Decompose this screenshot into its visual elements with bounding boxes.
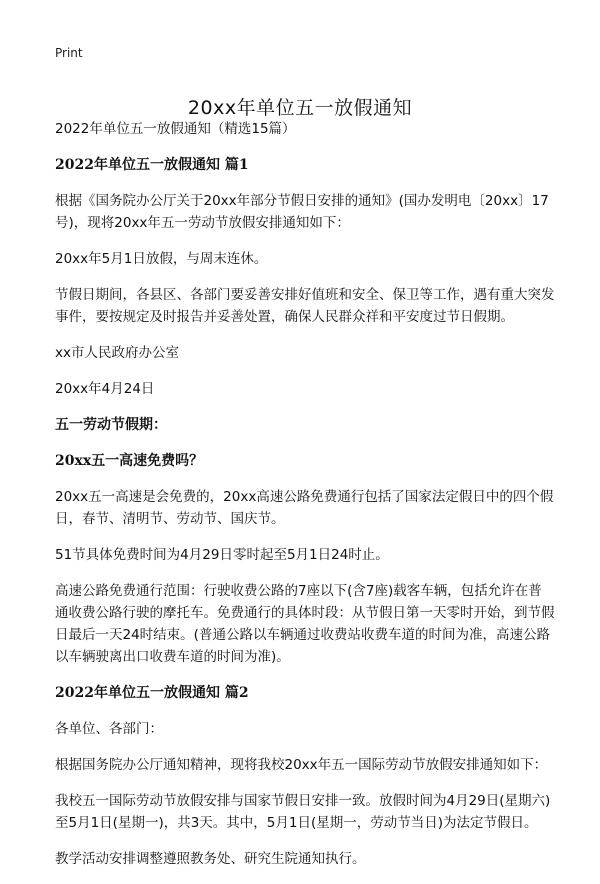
document-title: 20xx年单位五一放假通知 [187, 96, 413, 119]
subheading: 五一劳动节假期： [55, 417, 167, 433]
paragraph: 根据《国务院办公厅关于20xx年部分节假日安排的通知》(国办发明电〔20xx〕17号)，现将20xx年五一劳动节放假安排通知如下： [55, 193, 549, 231]
signature-date: 20xx年4月24日 [55, 381, 155, 397]
paragraph: 51节具体免费时间为4月29日零时起至5月1日24时止。 [55, 547, 389, 563]
paragraph: 节假日期间，各县区、各部门要妥善安排好值班和安全、保卫等工作，遇有重大突发事件，要按规定及时报告并妥善处置，确保人民群众祥和平安度过节日假期。 [55, 287, 555, 325]
paragraph: 高速公路免费通行范围：行驶收费公路的7座以下(含7座)载客车辆，包括允许在普通收费公路行驶的摩托车。免费通行的具体时段：从节假日第一天零时开始，到节假日最后一天24时结束。(普通公路以车辆通过收费站收费车道的时间为准，高速公路以车辆驶离出口收费车道的时间为准)。 [55, 583, 555, 665]
paragraph: 20xx年5月1日放假，与周末连休。 [55, 251, 268, 267]
signature-org: xx市人民政府办公室 [55, 345, 179, 361]
print-link[interactable]: Print [55, 46, 83, 60]
paragraph: 教学活动安排调整遵照教务处、研究生院通知执行。 [55, 851, 366, 867]
paragraph: 根据国务院办公厅通知精神，现将我校20xx年五一国际劳动节放假安排通知如下： [55, 757, 548, 773]
subheading: 20xx五一高速免费吗？ [55, 453, 204, 469]
paragraph: 各单位、各部门： [55, 721, 163, 737]
paragraph: 我校五一国际劳动节放假安排与国家节假日安排一致。放假时间为4月29日(星期六)至5月1日(星期一)，共3天。其中，5月1日(星期一，劳动节当日)为法定节假日。 [55, 793, 551, 831]
paragraph: 20xx五一高速是会免费的，20xx高速公路免费通行包括了国家法定假日中的四个假日，春节、清明节、劳动节、国庆节。 [55, 489, 554, 527]
intro-line: 2022年单位五一放假通知（精选15篇） [55, 121, 296, 137]
section-heading: 2022年单位五一放假通知 篇2 [55, 685, 249, 701]
document-body [55, 118, 555, 884]
section-heading: 2022年单位五一放假通知 篇1 [55, 157, 249, 173]
